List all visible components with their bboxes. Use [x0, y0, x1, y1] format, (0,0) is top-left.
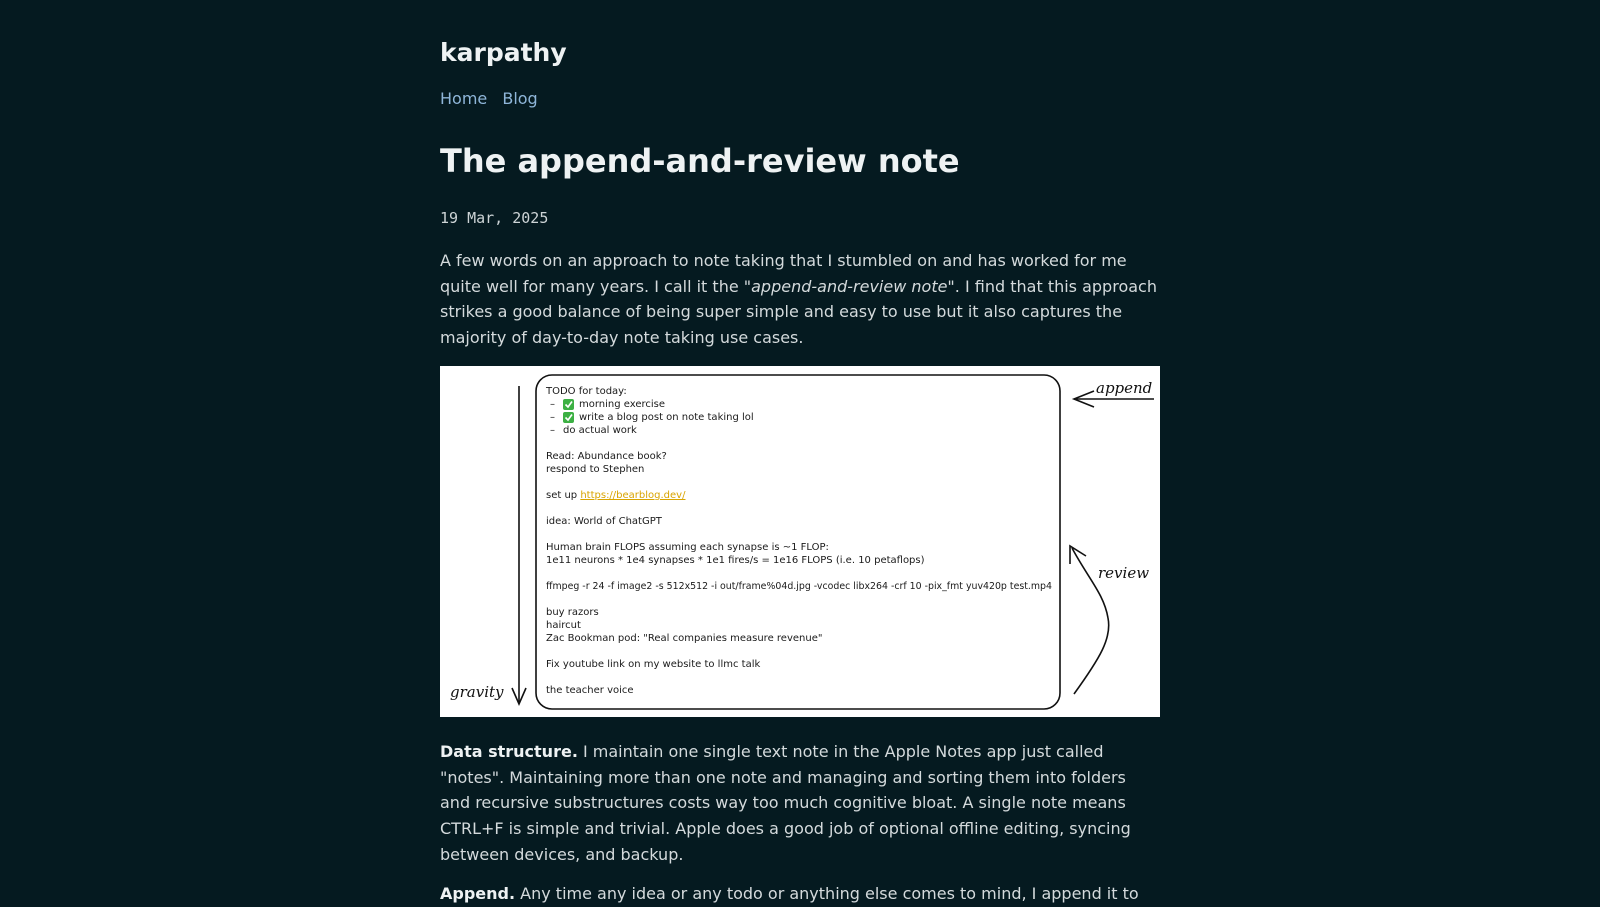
- append-label: append: [1096, 379, 1153, 397]
- append-body: Any time any idea or any todo or anything else comes to mind, I append it to: [515, 884, 1139, 903]
- site-nav: [440, 88, 548, 110]
- note-razors-line: buy razors: [546, 607, 599, 618]
- nav-home-link[interactable]: Home: [440, 89, 488, 108]
- note-flops-line-2: 1e11 neurons * 1e4 synapses * 1e1 fires/s = 1e16 FLOPS (i.e. 10 petaflops): [546, 555, 925, 566]
- figure-svg: [440, 366, 1160, 717]
- note-ffmpeg-line: ffmpeg -r 24 -f image2 -s 512x512 -i out/frame%04d.jpg -vcodec libx264 -crf 10 -pix_fmt yuv420p test.mp4: [546, 581, 1052, 592]
- site-title[interactable]: karpathy: [440, 38, 567, 67]
- post-date: 19 Mar, 2025: [440, 209, 549, 227]
- intro-emphasis: "append-and-review note": [743, 276, 955, 296]
- note-todo-dash-2: –: [550, 412, 555, 423]
- review-label: review: [1098, 564, 1150, 582]
- note-todo-dash-1: –: [550, 399, 555, 410]
- nav-blog-link[interactable]: Blog: [502, 89, 538, 108]
- note-todo-item-2: write a blog post on note taking lol: [579, 412, 754, 423]
- intro-text-start: A few words on an approach to note taking that I stumbled on and has worked for me quite well for many years. I call it the: [440, 251, 1127, 296]
- check-icon: [563, 399, 574, 410]
- intro-text-end: . I find that this approach strikes a good balance of being super simple and easy to use but it also captures the majority of day-to-day note taking use cases.: [440, 276, 1157, 348]
- note-read-line: Read: Abundance book?: [546, 451, 667, 462]
- intro-paragraph: [440, 248, 1160, 351]
- note-respond-line: respond to Stephen: [546, 464, 645, 475]
- gravity-label: gravity: [450, 683, 504, 701]
- append-review-figure: [440, 366, 1160, 717]
- note-teacher-line: the teacher voice: [546, 685, 634, 696]
- note-haircut-line: haircut: [546, 620, 581, 631]
- check-icon: [563, 412, 574, 423]
- note-idea-line: idea: World of ChatGPT: [546, 516, 662, 527]
- post-title: The append-and-review note: [440, 142, 960, 180]
- data-structure-body: I maintain one single text note in the Apple Notes app just called "notes". Maintaining more than one note and managing and sorting them into folders and recursive substructures costs way too much cognitive bloat. A single note means CTRL+F is simple and trivial. Apple does a good job of optional offline editing, syncing between devices, and backup.: [440, 742, 1131, 864]
- note-setup-link[interactable]: https://bearblog.dev/: [580, 490, 686, 501]
- note-youtube-line: Fix youtube link on my website to llmc talk: [546, 659, 761, 670]
- note-setup-prefix: set up: [546, 490, 581, 501]
- note-todo-item-3: do actual work: [563, 425, 637, 436]
- append-paragraph: [440, 881, 1160, 907]
- note-todo-item-1: morning exercise: [579, 399, 666, 410]
- note-setup-line: [546, 490, 686, 501]
- note-pod-line: Zac Bookman pod: "Real companies measure revenue": [546, 633, 823, 644]
- note-todo-header: TODO for today:: [546, 386, 627, 397]
- note-todo-dash-3: –: [550, 425, 555, 436]
- data-structure-paragraph: [440, 739, 1160, 868]
- append-heading: Append.: [440, 884, 516, 903]
- note-flops-line-1: Human brain FLOPS assuming each synapse is ~1 FLOP:: [546, 542, 829, 553]
- data-structure-heading: Data structure.: [440, 742, 578, 761]
